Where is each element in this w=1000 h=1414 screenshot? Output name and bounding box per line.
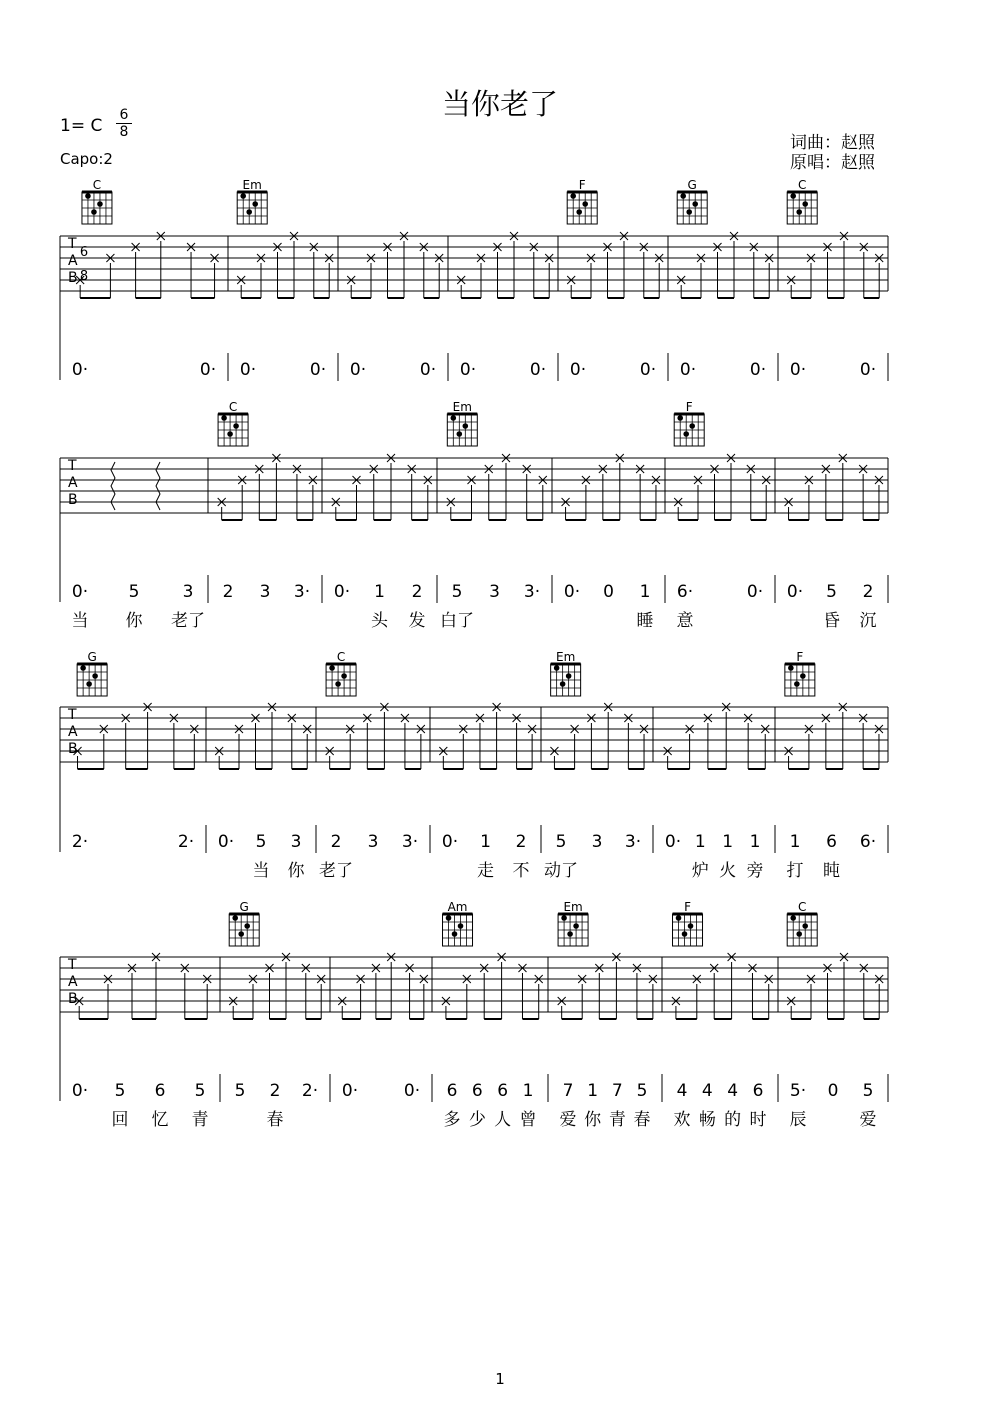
lyric-syllable: 当 — [252, 861, 270, 881]
chord-finger-dot — [80, 665, 86, 671]
lyric-syllable: 沉 — [859, 611, 877, 631]
jianpu-note: 4 — [727, 1081, 739, 1101]
jianpu-note: 0· — [217, 832, 235, 852]
chord-name: F — [578, 178, 586, 192]
chord-finger-dot — [680, 193, 686, 199]
tab-clef-letter: A — [68, 724, 78, 740]
jianpu-note: 0· — [679, 360, 697, 380]
measure — [440, 454, 547, 631]
tab-clef-letter: A — [68, 974, 78, 990]
measure — [237, 232, 333, 380]
chord-diagram — [551, 650, 581, 696]
jianpu-note: 2 — [411, 582, 423, 602]
jianpu-note: 0· — [459, 360, 477, 380]
chord-finger-dot — [794, 681, 800, 687]
measure — [442, 953, 543, 1130]
jianpu-note: 0· — [239, 360, 257, 380]
chord-finger-dot — [97, 201, 103, 207]
jianpu-note: 0 — [603, 582, 614, 602]
tab-clef-letter: B — [68, 492, 78, 508]
lyric-syllable: 走 — [477, 861, 494, 881]
chord-finger-dot — [683, 431, 689, 437]
measure — [215, 703, 311, 881]
jianpu-note: 6 — [826, 832, 837, 852]
jianpu-note: 0· — [419, 360, 437, 380]
measure — [338, 953, 428, 1101]
chord-diagram — [558, 900, 588, 946]
measure — [72, 462, 206, 631]
jianpu-note: 2 — [222, 582, 234, 602]
chord-finger-dot — [252, 201, 258, 207]
lyric-syllable: 盹 — [823, 861, 840, 881]
chord-finger-dot — [335, 681, 341, 687]
tab-clef-letter: T — [68, 458, 77, 474]
chord-diagram — [673, 900, 703, 946]
lyric-syllable: 多 — [443, 1110, 461, 1130]
jianpu-note: 6 — [446, 1081, 458, 1101]
tab-clef-letter: T — [68, 957, 77, 973]
jianpu-note: 0· — [199, 360, 217, 380]
measure — [567, 232, 663, 380]
jianpu-note: 5 — [234, 1081, 246, 1101]
jianpu-note: 2 — [330, 832, 342, 852]
jianpu-note: 5 — [451, 582, 463, 602]
tab-clef-letter: B — [68, 270, 78, 286]
measure — [457, 232, 553, 380]
jianpu-note: 3 — [290, 832, 302, 852]
chord-diagram — [82, 178, 112, 224]
jianpu-note: 0· — [529, 360, 547, 380]
jianpu-note: 0· — [639, 360, 657, 380]
measure — [785, 703, 883, 881]
jianpu-note: 0· — [349, 360, 367, 380]
jianpu-note: 1 — [749, 832, 761, 852]
jianpu-note: 1 — [587, 1081, 599, 1101]
system-4 — [60, 900, 888, 1130]
chord-finger-dot — [446, 915, 452, 921]
jianpu-note: 2 — [862, 582, 874, 602]
jianpu-note: 0· — [749, 360, 767, 380]
chord-finger-dot — [688, 923, 694, 929]
tab-clef-letter: T — [68, 707, 77, 723]
chord-name: G — [687, 178, 697, 192]
lyric-syllable: 春 — [266, 1110, 284, 1130]
chord-diagram — [677, 178, 707, 224]
jianpu-note: 0· — [789, 360, 807, 380]
chord-finger-dot — [570, 193, 576, 199]
chord-name: G — [239, 900, 249, 914]
lyric-syllable: 人 — [494, 1110, 512, 1130]
jianpu-note: 1 — [789, 832, 801, 852]
lyric-syllable: 旁 — [746, 861, 764, 881]
jianpu-note: 6· — [859, 832, 877, 852]
jianpu-note: 1 — [694, 832, 706, 852]
chord-finger-dot — [233, 423, 239, 429]
jianpu-note: 0· — [403, 1081, 421, 1101]
jianpu-note: 0· — [563, 582, 581, 602]
jianpu-note: 0 — [827, 1081, 839, 1101]
lyric-syllable: 动了 — [544, 861, 578, 881]
chord-finger-dot — [238, 931, 244, 937]
chord-finger-dot — [457, 431, 463, 437]
measure — [562, 454, 660, 631]
jianpu-note: 3 — [367, 832, 379, 852]
jianpu-note: 1 — [522, 1081, 534, 1101]
chord-diagram — [674, 400, 704, 446]
lyric-syllable: 打 — [786, 861, 804, 881]
jianpu-note: 7 — [611, 1081, 623, 1101]
jianpu-note: 5 — [826, 582, 837, 602]
chord-finger-dot — [790, 915, 796, 921]
jianpu-note: 3· — [523, 582, 541, 602]
chord-finger-dot — [91, 209, 97, 215]
lyric-syllable: 火 — [719, 861, 737, 881]
jianpu-note: 0· — [71, 360, 89, 380]
chord-finger-dot — [689, 423, 695, 429]
chord-diagram — [785, 650, 815, 696]
jianpu-note: 7 — [562, 1081, 574, 1101]
measure — [229, 953, 325, 1130]
lyric-syllable: 发 — [408, 611, 426, 631]
jianpu-note: 2· — [71, 832, 89, 852]
chord-finger-dot — [582, 201, 588, 207]
jianpu-note: 0· — [341, 1081, 359, 1101]
jianpu-note: 6 — [471, 1081, 483, 1101]
chord-finger-dot — [221, 415, 227, 421]
lyric-syllable: 你 — [125, 611, 143, 631]
chord-finger-dot — [796, 209, 802, 215]
chord-name: G — [87, 650, 97, 664]
jianpu-note: 5 — [555, 832, 567, 852]
jianpu-note: 5· — [789, 1081, 807, 1101]
lyric-syllable: 的 — [724, 1110, 742, 1130]
system-3 — [60, 650, 888, 881]
chord-finger-dot — [567, 931, 573, 937]
lyric-syllable: 曾 — [519, 1110, 537, 1130]
chord-finger-dot — [85, 193, 91, 199]
chord-finger-dot — [682, 931, 688, 937]
chord-finger-dot — [458, 923, 464, 929]
chord-finger-dot — [92, 673, 98, 679]
lyric-syllable: 头 — [371, 611, 388, 631]
tab-time-bottom: 8 — [79, 269, 89, 284]
jianpu-note: 4 — [701, 1081, 713, 1101]
measure — [439, 703, 536, 881]
chord-finger-dot — [692, 201, 698, 207]
lyric-syllable: 昏 — [823, 611, 840, 631]
chord-diagram — [218, 400, 248, 446]
chord-finger-dot — [802, 923, 808, 929]
chord-finger-dot — [244, 923, 250, 929]
tab-clef-letter: B — [68, 741, 78, 757]
system-2 — [60, 400, 888, 631]
lyric-syllable: 爱 — [559, 1110, 577, 1130]
jianpu-note: 6 — [154, 1081, 166, 1101]
measure — [674, 454, 770, 631]
jianpu-note: 0· — [71, 1081, 89, 1101]
jianpu-note: 0· — [441, 832, 459, 852]
chord-finger-dot — [802, 201, 808, 207]
time-signature-top: 6 — [119, 107, 129, 123]
chord-diagram — [237, 178, 267, 224]
chord-name: F — [796, 650, 804, 664]
jianpu-note: 0· — [746, 582, 764, 602]
chord-finger-dot — [240, 193, 246, 199]
lyric-syllable: 爱 — [859, 1110, 877, 1130]
chord-finger-dot — [554, 665, 560, 671]
chord-diagram — [77, 650, 107, 696]
lyric-syllable: 老了 — [171, 611, 205, 631]
chord-diagram — [447, 400, 477, 446]
time-signature-bottom: 8 — [119, 124, 129, 140]
jianpu-note: 6 — [497, 1081, 509, 1101]
measure — [677, 232, 773, 380]
chord-finger-dot — [566, 673, 572, 679]
jianpu-note: 0· — [569, 360, 587, 380]
chord-finger-dot — [561, 915, 567, 921]
chord-finger-dot — [451, 415, 457, 421]
lyric-syllable: 意 — [676, 611, 694, 631]
lyric-syllable: 回 — [111, 1110, 129, 1130]
jianpu-note: 3· — [624, 832, 642, 852]
jianpu-note: 3 — [591, 832, 603, 852]
jianpu-note: 5 — [255, 832, 267, 852]
lyric-syllable: 不 — [512, 861, 530, 881]
jianpu-note: 0· — [664, 832, 682, 852]
lyric-syllable: 老了 — [319, 861, 353, 881]
jianpu-note: 0· — [859, 360, 877, 380]
measure — [72, 232, 219, 380]
jianpu-note: 2· — [301, 1081, 319, 1101]
jianpu-note: 3· — [293, 582, 311, 602]
jianpu-note: 3 — [182, 582, 194, 602]
chord-name: C — [92, 178, 102, 192]
chord-diagram — [787, 178, 817, 224]
jianpu-note: 0· — [71, 582, 89, 602]
measure — [558, 953, 657, 1130]
measure — [347, 232, 443, 380]
lyric-syllable: 辰 — [789, 1110, 807, 1130]
jianpu-note: 1 — [374, 582, 385, 602]
jianpu-note: 4 — [676, 1081, 688, 1101]
lyric-syllable: 你 — [287, 861, 305, 881]
chord-diagram — [567, 178, 597, 224]
measure — [664, 703, 770, 881]
lyric-syllable: 你 — [584, 1110, 602, 1130]
chord-diagram — [443, 900, 473, 946]
jianpu-note: 3 — [489, 582, 500, 602]
chord-name: Em — [242, 178, 262, 192]
chord-name: Em — [555, 650, 576, 664]
measure — [72, 953, 211, 1130]
jianpu-note: 5 — [128, 582, 140, 602]
measure — [544, 703, 648, 881]
jianpu-note: 5 — [862, 1081, 874, 1101]
chord-diagram — [229, 900, 259, 946]
capo-label: Capo:2 — [60, 150, 113, 168]
credit-singer: 原唱：赵照 — [790, 153, 875, 173]
measure — [787, 953, 883, 1130]
measure — [319, 703, 425, 881]
lyric-syllable: 睡 — [636, 611, 654, 631]
chord-diagram — [326, 650, 356, 696]
lyric-syllable: 青 — [191, 1110, 209, 1130]
jianpu-note: 0· — [333, 582, 351, 602]
chord-finger-dot — [676, 915, 682, 921]
jianpu-note: 5 — [636, 1081, 648, 1101]
chord-finger-dot — [573, 923, 579, 929]
jianpu-note: 1 — [639, 582, 651, 602]
measure — [785, 454, 883, 631]
jianpu-note: 6 — [752, 1081, 764, 1101]
measure — [332, 454, 432, 631]
jianpu-note: 2 — [515, 832, 527, 852]
jianpu-note: 2· — [177, 832, 195, 852]
lyric-syllable: 白了 — [440, 611, 474, 631]
jianpu-note: 0· — [309, 360, 327, 380]
chord-name: Em — [563, 900, 583, 914]
chord-name: Am — [447, 900, 468, 914]
chord-finger-dot — [576, 209, 582, 215]
system-1 — [60, 178, 888, 381]
chord-finger-dot — [463, 423, 469, 429]
chord-finger-dot — [788, 665, 794, 671]
lyric-syllable: 春 — [633, 1110, 651, 1130]
credit-lyrics-music: 词曲：赵照 — [790, 133, 875, 153]
tab-clef-letter: B — [68, 991, 78, 1007]
jianpu-note: 0· — [786, 582, 804, 602]
chord-finger-dot — [227, 431, 233, 437]
chord-name: C — [798, 178, 807, 192]
tab-clef-letter: A — [68, 475, 78, 491]
chord-finger-dot — [341, 673, 347, 679]
lyric-syllable: 少 — [468, 1110, 486, 1130]
lyric-syllable: 青 — [608, 1110, 626, 1130]
lyric-syllable: 畅 — [698, 1110, 716, 1130]
measure — [72, 703, 198, 852]
jianpu-note: 3 — [259, 582, 271, 602]
chord-finger-dot — [800, 673, 806, 679]
tab-clef-letter: T — [68, 236, 77, 252]
jianpu-note: 1 — [480, 832, 491, 852]
lyric-syllable: 时 — [749, 1110, 767, 1130]
key-signature: 1= C — [60, 116, 103, 136]
chord-name: C — [336, 650, 346, 664]
lyric-syllable: 忆 — [151, 1110, 169, 1130]
measure — [787, 232, 883, 380]
jianpu-note: 2 — [269, 1081, 281, 1101]
jianpu-note: 3· — [401, 832, 419, 852]
chord-finger-dot — [686, 209, 692, 215]
jianpu-note: 1 — [722, 832, 734, 852]
chord-name: C — [798, 900, 807, 914]
jianpu-note: 5 — [114, 1081, 126, 1101]
chord-name: F — [685, 400, 693, 414]
chord-finger-dot — [246, 209, 252, 215]
lyric-syllable: 欢 — [673, 1110, 691, 1130]
lyric-syllable: 炉 — [691, 861, 709, 881]
measure — [218, 454, 317, 602]
chord-name: F — [684, 900, 691, 914]
chord-diagram — [787, 900, 817, 946]
chord-finger-dot — [790, 193, 796, 199]
tab-clef-letter: A — [68, 253, 78, 269]
chord-finger-dot — [560, 681, 566, 687]
chord-finger-dot — [329, 665, 335, 671]
tab-time-top: 6 — [79, 245, 89, 260]
jianpu-note: 5 — [194, 1081, 206, 1101]
chord-finger-dot — [86, 681, 92, 687]
chord-finger-dot — [677, 415, 683, 421]
song-title: 当你老了 — [441, 87, 558, 121]
measure — [672, 953, 773, 1130]
chord-finger-dot — [232, 915, 238, 921]
jianpu-note: 6· — [676, 582, 694, 602]
chord-name: Em — [452, 400, 472, 414]
lyric-syllable: 当 — [71, 611, 89, 631]
chord-finger-dot — [452, 931, 458, 937]
page-number: 1 — [495, 1370, 505, 1388]
chord-finger-dot — [796, 931, 802, 937]
chord-name: C — [228, 400, 238, 414]
